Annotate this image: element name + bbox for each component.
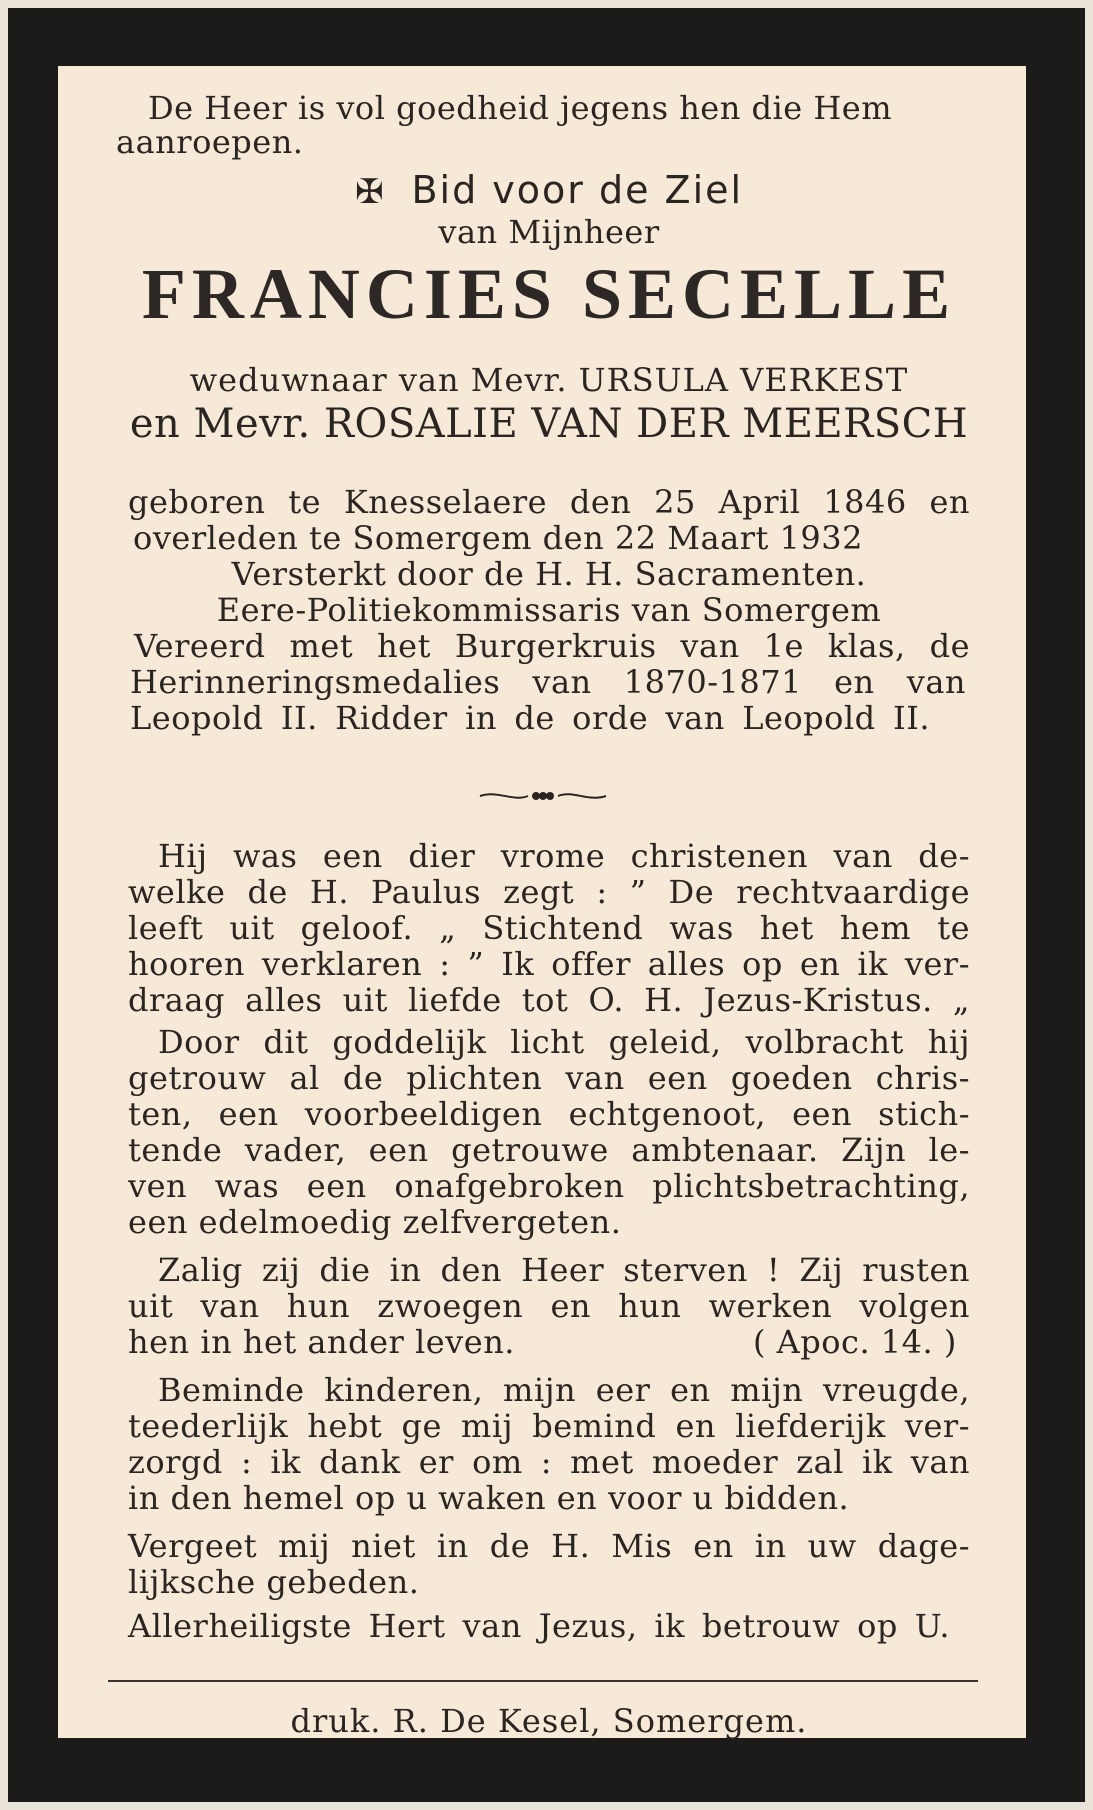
closing-prayer: Allerheiligste Hert van Jezus, ik betrouw op U. xyxy=(128,1607,950,1645)
printer-imprint: druk. R. De Kesel, Somergem. xyxy=(290,1702,808,1740)
bio-line: Vereerd met het Burgerkruis van 1e klas, de xyxy=(134,627,970,665)
heading xyxy=(128,168,970,212)
scripture-citation: ( Apoc. 14. ) xyxy=(753,1323,957,1361)
spouse-line-2: en Mevr. ROSALIE VAN DER MEERSCH xyxy=(129,401,969,447)
paragraph-2-line: ten, een voorbeeldigen echtgenoot, een stich- xyxy=(128,1095,970,1133)
paragraph-1-line: leeft uit geloof. „ Stichtend was het hem te xyxy=(128,909,970,947)
bio-line: overleden te Somergem den 22 Maart 1932 xyxy=(133,519,863,557)
ornament-divider xyxy=(478,786,608,806)
bio-line: geboren te Knesselaere den 25 April 1846 en xyxy=(128,483,970,521)
paragraph-4-line: zorgd : ik dank er om : met moeder zal ik van xyxy=(128,1443,970,1481)
paragraph-2-line: getrouw al de plichten van een goeden chris- xyxy=(128,1059,970,1097)
paragraph-4-line: Beminde kinderen, mijn eer en mijn vreugde, xyxy=(158,1371,970,1409)
paragraph-2-line: Door dit goddelijk licht geleid, volbracht hij xyxy=(158,1023,970,1061)
paragraph-2-line: ven was een onafgebroken plichtsbetrachting, xyxy=(128,1167,970,1205)
paragraph-3-line: uit van hun zwoegen en hun werken volgen xyxy=(128,1287,970,1325)
spouse-line-1: weduwnaar van Mevr. URSULA VERKEST xyxy=(189,361,909,399)
bio-line: Versterkt door de H. H. Sacramenten. xyxy=(231,555,867,593)
bio-line: Herinneringsmedalies van 1870-1871 en van xyxy=(130,663,966,701)
paragraph-3-line: Zalig zij die in den Heer sterven ! Zij rusten xyxy=(158,1251,970,1289)
paragraph-2-line: een edelmoedig zelfvergeten. xyxy=(128,1203,622,1241)
paragraph-4-line: in den hemel op u waken en voor u bidden. xyxy=(128,1479,850,1517)
paragraph-3-line: hen in het ander leven. xyxy=(128,1323,515,1361)
paragraph-1-line: hooren verklaren : ” Ik offer alles op en ik ver- xyxy=(128,945,970,983)
bio-line: Eere-Politiekommissaris van Somergem xyxy=(216,591,882,629)
paragraph-1-line: Hij was een dier vrome christenen van de- xyxy=(158,837,970,875)
paragraph-2-line: tende vader, een getrouwe ambtenaar. Zijn le- xyxy=(128,1131,970,1169)
heading-text: Bid voor de Ziel xyxy=(411,168,744,212)
salutation: van Mijnheer xyxy=(438,213,660,251)
verse-line: De Heer is vol goedheid jegens hen die Hem xyxy=(148,89,893,127)
verse-line: aanroepen. xyxy=(116,123,304,161)
paragraph-4-line: teederlijk hebt ge mij bemind en liefderijk ver- xyxy=(128,1407,970,1445)
deceased-name: FRANCIES SECELLE xyxy=(141,254,957,334)
paragraph-5-line: lijksche gebeden. xyxy=(128,1563,420,1601)
paragraph-1-line: draag alles uit liefde tot O. H. Jezus-Kristus. „ xyxy=(128,981,970,1019)
cross-icon: ✠ xyxy=(354,172,386,212)
divider-rule xyxy=(108,1680,978,1682)
paragraph-1-line: welke de H. Paulus zegt : ” De rechtvaardige xyxy=(128,873,970,911)
bio-line: Leopold II. Ridder in de orde van Leopold II. xyxy=(130,699,930,737)
card-paper xyxy=(58,66,1026,1738)
paragraph-5-line: Vergeet mij niet in de H. Mis en in uw dage- xyxy=(128,1527,970,1565)
memorial-card xyxy=(8,8,1085,1802)
